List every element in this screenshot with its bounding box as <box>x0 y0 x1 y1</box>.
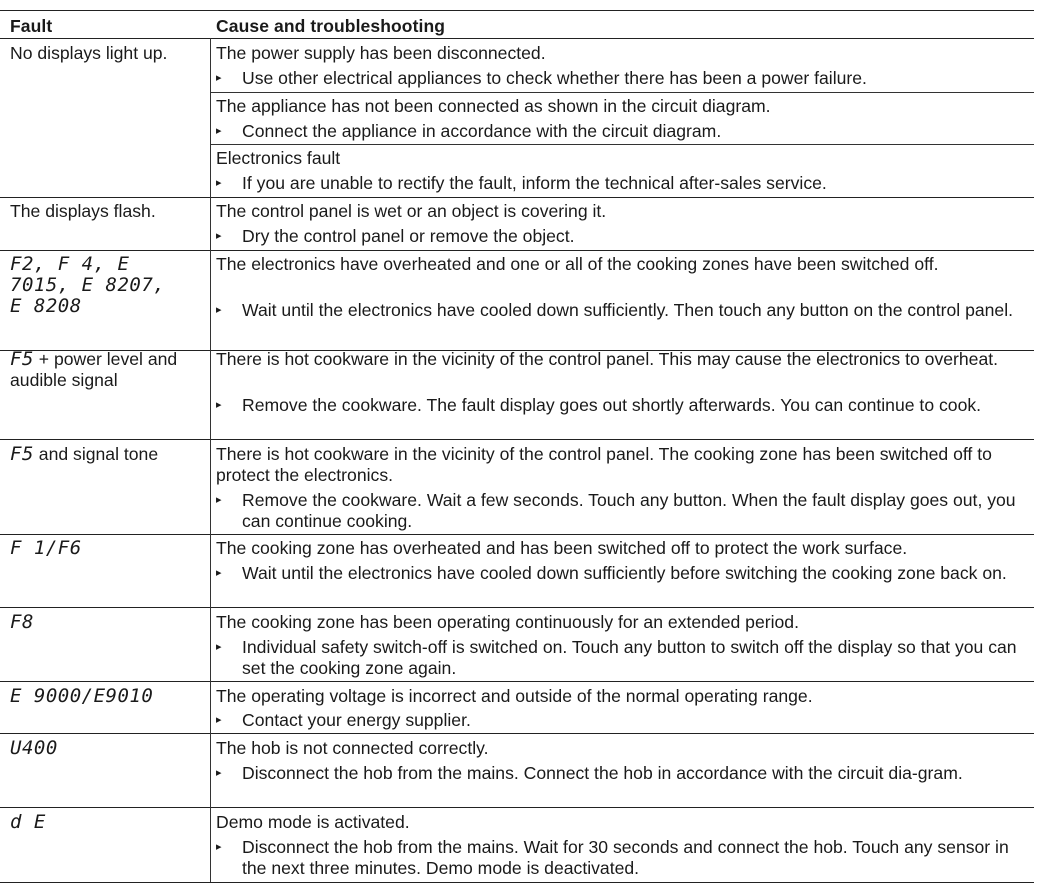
action-item <box>216 637 1028 679</box>
bullet-icon: ▸ <box>216 72 222 84</box>
cause-divider <box>210 144 1034 145</box>
fault-cell <box>10 612 205 633</box>
table-bottom-rule <box>0 882 1034 883</box>
cause-text: The operating voltage is incorrect and outside of the normal operating range. <box>216 686 813 706</box>
fault-cell <box>10 686 205 707</box>
cause-text: The electronics have overheated and one or all of the cooking zones have been switched off. <box>216 254 939 274</box>
cause-text: Electronics fault <box>216 148 341 168</box>
bullet-icon: ▸ <box>216 125 222 137</box>
cause-text: There is hot cookware in the vicinity of the control panel. The cooking zone has been switched off to protect the electronics. <box>216 444 992 485</box>
action-item <box>216 563 1028 584</box>
cause-text: The power supply has been disconnected. <box>216 43 546 63</box>
fault-cell <box>10 738 205 759</box>
action-item <box>216 300 1028 321</box>
fault-cell <box>10 349 205 391</box>
table-top-rule <box>0 10 1034 11</box>
cause-text: There is hot cookware in the vicinity of the control panel. This may cause the electronics to overheat. <box>216 349 999 369</box>
header-rule <box>0 38 1034 39</box>
row-divider <box>0 681 1034 682</box>
cause-text: The control panel is wet or an object is covering it. <box>216 201 607 221</box>
fault-code: d E <box>10 811 46 833</box>
cause-text: The hob is not connected correctly. <box>216 738 489 758</box>
header-fault: Fault <box>10 16 53 36</box>
column-divider <box>210 38 211 882</box>
action-item <box>216 173 1028 194</box>
fault-cell <box>10 254 170 317</box>
bullet-icon: ▸ <box>216 767 222 779</box>
fault-cell <box>10 812 205 833</box>
bullet-icon: ▸ <box>216 714 222 726</box>
fault-code: F5 <box>10 443 34 465</box>
bullet-icon: ▸ <box>216 177 222 189</box>
bullet-icon: ▸ <box>216 494 222 506</box>
bullet-icon: ▸ <box>216 641 222 653</box>
action-text: Remove the cookware. Wait a few seconds. Touch any button. When the fault display goes out, you can continue cooking. <box>242 490 1016 531</box>
action-item <box>216 710 1028 731</box>
fault-cell: The displays flash. <box>10 201 156 221</box>
cause-text: The cooking zone has overheated and has been switched off to protect the work surface. <box>216 538 908 558</box>
bullet-icon: ▸ <box>216 304 222 316</box>
action-text: Dry the control panel or remove the object. <box>242 226 575 246</box>
fault-cell: No displays light up. <box>10 43 168 63</box>
bullet-icon: ▸ <box>216 841 222 853</box>
cause-text: The cooking zone has been operating continuously for an extended period. <box>216 612 799 632</box>
action-text: Disconnect the hob from the mains. Connect the hob in accordance with the circuit dia-gram. <box>242 763 963 783</box>
fault-code: F 1/F6 <box>10 537 82 559</box>
fault-code: U400 <box>10 737 58 759</box>
cause-text: Demo mode is activated. <box>216 812 410 832</box>
header-cause: Cause and troubleshooting <box>216 16 446 36</box>
action-text: Disconnect the hob from the mains. Wait for 30 seconds and connect the hob. Touch any sensor in the next three minutes. Demo mode is deactivated. <box>242 837 1009 878</box>
bullet-icon: ▸ <box>216 230 222 242</box>
row-divider <box>0 439 1034 440</box>
fault-cell <box>10 538 205 559</box>
action-item <box>216 121 1028 142</box>
fault-code: F2, F 4, E 7015, E 8207, E 8208 <box>10 253 166 317</box>
action-text: Connect the appliance in accordance with the circuit diagram. <box>242 121 722 141</box>
cause-text: The appliance has not been connected as shown in the circuit diagram. <box>216 96 771 116</box>
row-divider <box>0 607 1034 608</box>
row-divider <box>0 534 1034 535</box>
action-item <box>216 395 1028 416</box>
fault-suffix: and signal tone <box>33 444 159 464</box>
fault-code: F5 <box>10 348 34 370</box>
action-text: Individual safety switch-off is switched on. Touch any button to switch off the display so that you can set the cooking zone again. <box>242 637 1017 678</box>
action-text: Remove the cookware. The fault display goes out shortly afterwards. You can continue to cook. <box>242 395 982 415</box>
action-text: If you are unable to rectify the fault, inform the technical after-sales service. <box>242 173 827 193</box>
row-divider <box>0 733 1034 734</box>
action-text: Wait until the electronics have cooled down sufficiently before switching the cooking zone back on. <box>242 563 1007 583</box>
action-text: Use other electrical appliances to check whether there has been a power failure. <box>242 68 867 88</box>
row-divider <box>0 250 1034 251</box>
fault-code: E 9000/E9010 <box>10 685 154 707</box>
action-text: Wait until the electronics have cooled down sufficiently. Then touch any button on the control panel. <box>242 300 1014 320</box>
row-divider <box>0 807 1034 808</box>
action-item <box>216 763 1028 784</box>
row-divider <box>0 197 1034 198</box>
bullet-icon: ▸ <box>216 567 222 579</box>
action-item <box>216 68 1028 89</box>
fault-suffix: + power level and audible signal <box>10 349 178 390</box>
bullet-icon: ▸ <box>216 399 222 411</box>
action-text: Contact your energy supplier. <box>242 710 471 730</box>
action-item <box>216 226 1028 247</box>
action-item <box>216 837 1028 879</box>
cause-divider <box>210 92 1034 93</box>
action-item <box>216 490 1028 532</box>
fault-code: F8 <box>10 611 34 633</box>
fault-cell <box>10 444 205 465</box>
